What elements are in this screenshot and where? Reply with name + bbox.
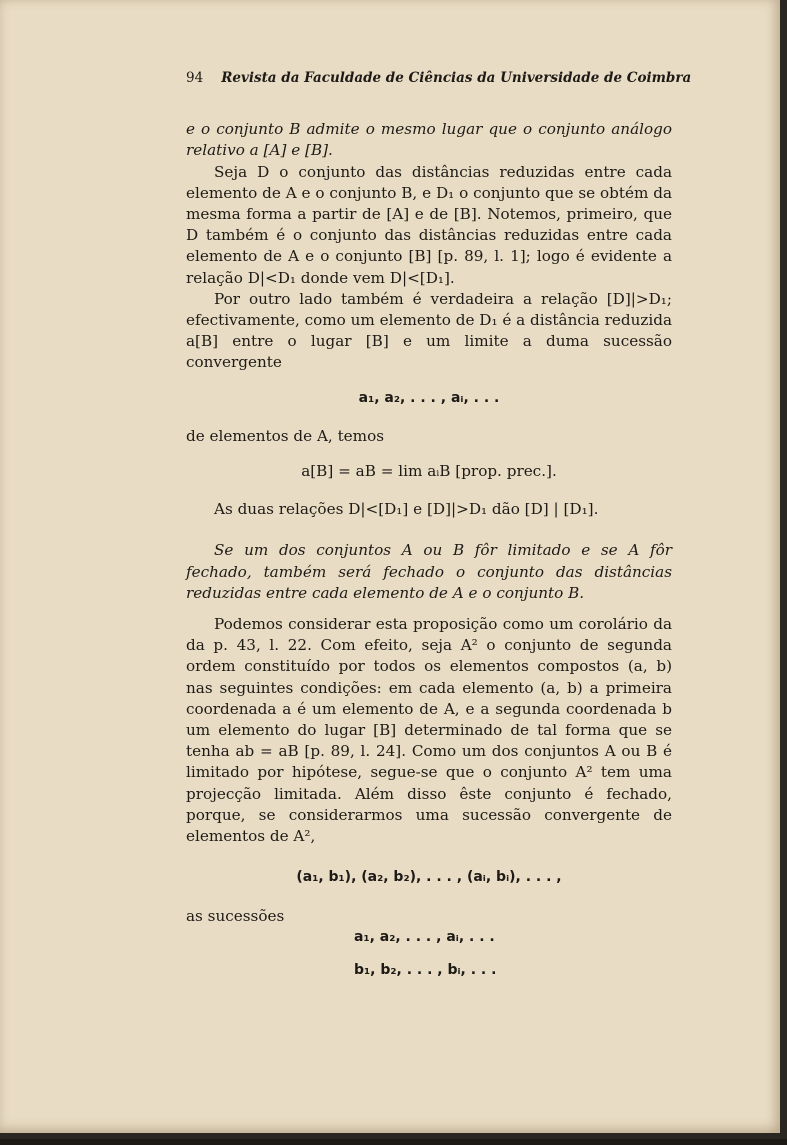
running-header <box>186 68 672 89</box>
paragraph-3: Por outro lado também é verdadeira a relação [D]|>D₁; efectivamente, como um elemento de D₁ é a distância reduzida a[B] entre o lugar [B] e um limite a duma sucessão convergente <box>186 289 672 374</box>
page-number: 94 <box>186 68 203 89</box>
equation-sequence-a2: a₁, a₂, . . . , aᵢ, . . . <box>354 927 672 948</box>
paragraph-7: Podemos considerar esta proposição como um corolário da da p. 43, l. 22. Com efeito, seja A² o conjunto de segunda ordem constituído por todos os elementos compostos (a, b) nas seguintes condições: em cada elemento (a, b) a primeira coordenada a é um elemento de A, e a segunda coordenada b um elemento do lugar [B] determinado de tal forma que se tenha ab = aB [p. 89, l. 24]. Como um dos conjuntos A ou B é limitado por hipótese, segue-se que o conjunto A² tem uma projecção limitada. Além disso êste conjunto é fechado, porque, se considerarmos uma sucessão convergente de elementos de A², <box>186 614 672 847</box>
paragraph-4: de elementos de A, temos <box>186 426 672 447</box>
paragraph-2: Seja D o conjunto das distâncias reduzidas entre cada elemento de A e o conjunto B, e D₁ o conjunto que se obtém da mesma forma a partir de [A] e de [B]. Notemos, primeiro, que D também é o conjunto das distâncias reduzidas entre cada elemento de A e o conjunto [B] [p. 89, l. 1]; logo é evidente a relação D|<D₁ donde vem D|<[D₁]. <box>186 162 672 289</box>
equation-pairs: (a₁, b₁), (a₂, b₂), . . . , (aᵢ, bᵢ), . . . , <box>186 867 672 888</box>
paragraph-1: e o conjunto B admite o mesmo lugar que o conjunto análogo relativo a [A] e [B]. <box>186 119 672 161</box>
equation-limit: a[B] = aB = lim aᵢB [prop. prec.]. <box>186 461 672 482</box>
journal-title: Revista da Faculdade de Ciências da Universidade de Coimbra <box>221 68 691 89</box>
paragraph-8: as sucessões <box>186 906 672 927</box>
equation-sequence-a: a₁, a₂, . . . , aᵢ, . . . <box>186 388 672 409</box>
page-content <box>186 68 672 981</box>
page-edge-bottom <box>0 1139 787 1145</box>
equation-sequence-b: b₁, b₂, . . . , bᵢ, . . . <box>354 960 672 981</box>
theorem-statement: Se um dos conjuntos A ou B fôr limitado e se A fôr fechado, também será fechado o conjunto das distâncias reduzidas entre cada elemento de A e o conjunto B. <box>186 540 672 604</box>
paragraph-5: As duas relações D|<[D₁] e [D]|>D₁ dão [D] | [D₁]. <box>186 499 672 520</box>
